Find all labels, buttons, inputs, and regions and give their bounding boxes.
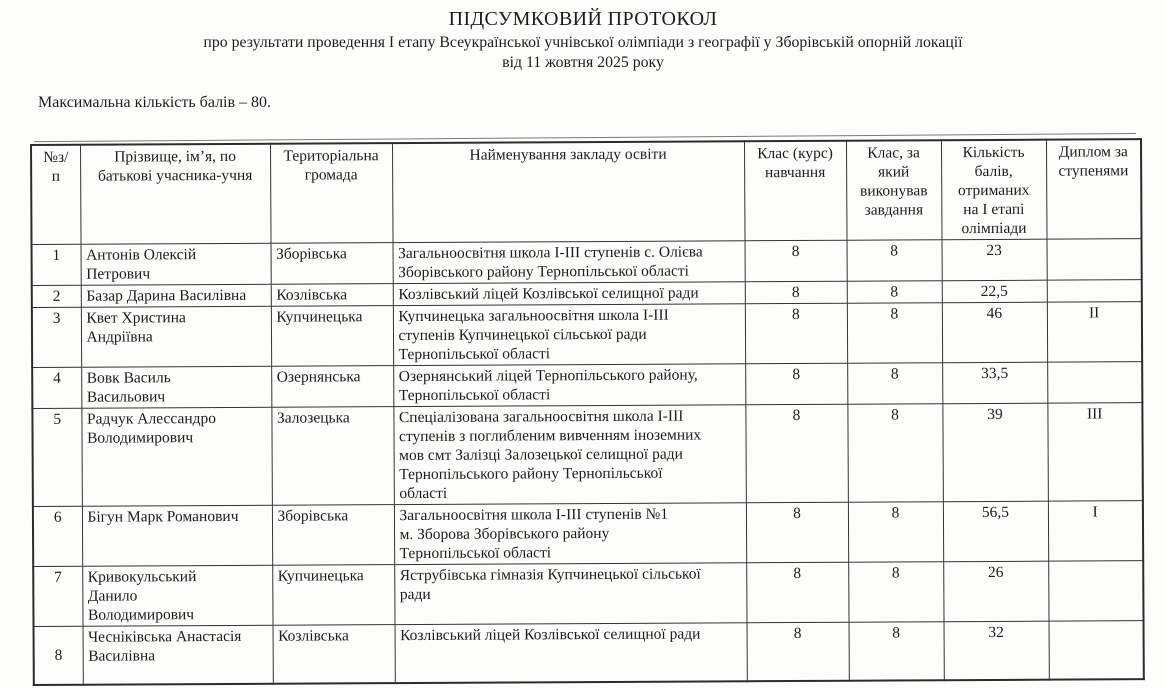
col-header-name: Прізвище, ім’я, по батькові учасника-учня: [80, 144, 271, 244]
max-score-note: Максимальна кількість балів – 80.: [38, 94, 272, 111]
class-for-task: 8: [847, 363, 942, 404]
class-for-task: 8: [847, 404, 943, 502]
school-name: Загальноосвітня школа І-ІІІ ступенів с. Олієва Зборівського району Тернопільської області: [393, 241, 745, 284]
table-row: [34, 621, 1144, 685]
score: 26: [943, 561, 1048, 622]
row-number: 4: [32, 367, 81, 408]
row-number: 7: [33, 566, 82, 626]
score: 46: [942, 302, 1047, 363]
territorial-community: Зборівська: [272, 505, 394, 566]
participant-name: Базар Дарина Василівна: [81, 284, 271, 307]
territorial-community: Козлівська: [271, 284, 393, 307]
grade-class: 8: [745, 404, 848, 503]
school-name: Спеціалізована загальноосвітня школа І-ІІІ ступенів з поглибленим вивченням іноземних мов смт Залізці Залозецької селищної ради Тернопільського району Тернопільської області: [393, 405, 746, 505]
diploma: [1047, 280, 1142, 302]
table-row: [32, 302, 1142, 368]
row-number: 8: [34, 626, 83, 684]
territorial-community: Зборівська: [271, 243, 393, 285]
row-number: 5: [32, 408, 82, 506]
score: 23: [942, 239, 1047, 281]
col-header-community: Територіальна громада: [270, 143, 393, 243]
document-header: [0, 0, 1166, 73]
document-subtitle: про результати проведення І етапу Всеукраїнської учнівської олімпіади з географії у Зборівській опорній локації: [203, 34, 963, 51]
class-for-task: 8: [847, 281, 942, 303]
diploma: [1047, 239, 1142, 280]
table-row: [33, 561, 1143, 627]
row-number: 1: [32, 244, 81, 285]
class-for-task: 8: [847, 303, 942, 363]
score: 33,5: [942, 362, 1047, 404]
score: 22,5: [942, 280, 1047, 303]
col-header-class-for-task: Клас, за який виконував завдання: [846, 140, 942, 240]
school-name: Озернянський ліцей Тернопільського району, Тернопільської області: [393, 364, 745, 407]
class-for-task: 8: [848, 502, 943, 562]
territorial-community: Озернянська: [271, 366, 393, 408]
territorial-community: Купчинецька: [272, 565, 394, 626]
diploma: [1047, 362, 1142, 403]
territorial-community: Купчинецька: [271, 306, 393, 367]
diploma: [1049, 621, 1144, 679]
results-table: [30, 138, 1145, 685]
school-name: Купчинецька загальноосвітня школа І-ІІІ ступенів Купчинецької сільської ради Тернопільської області: [393, 304, 745, 366]
document-title: ПІДСУМКОВИЙ ПРОТОКОЛ: [448, 8, 718, 30]
score: 56,5: [943, 501, 1048, 562]
participant-name: Кривокульський Данило Володимирович: [82, 565, 272, 626]
table-row: [32, 239, 1142, 286]
row-number: 2: [32, 285, 81, 307]
col-header-class: Клас (курс) навчання: [744, 141, 847, 241]
participant-name: Антонів Олексій Петрович: [81, 243, 271, 285]
grade-class: 8: [746, 562, 848, 623]
grade-class: 8: [746, 502, 848, 563]
territorial-community: Козлівська: [273, 625, 395, 684]
table-row: [32, 362, 1142, 409]
row-number: 3: [32, 307, 81, 367]
class-for-task: 8: [847, 240, 942, 281]
col-header-diploma: Диплом за ступенями: [1046, 139, 1142, 239]
school-name: Козлівський ліцей Козлівської селищної ради: [393, 282, 745, 306]
school-name: Козлівський ліцей Козлівської селищної ради: [395, 623, 747, 683]
grade-class: 8: [745, 240, 847, 282]
row-number: 6: [33, 506, 82, 566]
document-date: від 11 жовтня 2025 року: [502, 54, 664, 71]
grade-class: 8: [747, 622, 849, 681]
class-for-task: 8: [848, 562, 943, 622]
participant-name: Чесніківська Анастасія Василівна: [83, 625, 273, 684]
school-name: Яструбівська гімназія Купчинецької сільської ради: [394, 563, 746, 625]
results-table-wrap: [30, 138, 1143, 685]
results-table-body: [32, 239, 1144, 685]
diploma: [1048, 561, 1143, 621]
table-row: [33, 501, 1143, 567]
score: 39: [942, 403, 1048, 502]
participant-name: Вовк Василь Васильович: [81, 366, 271, 408]
grade-class: 8: [745, 363, 847, 405]
diploma: III: [1047, 403, 1143, 501]
class-for-task: 8: [849, 622, 944, 680]
score: 32: [944, 621, 1049, 680]
table-row: [32, 403, 1142, 507]
col-header-school: Найменування закладу освіти: [392, 141, 745, 242]
participant-name: Радчук Алессандро Володимирович: [81, 407, 272, 506]
grade-class: 8: [745, 281, 847, 304]
school-name: Загальноосвітня школа І-ІІІ ступенів №1 м. Зборова Зборівського району Тернопільської області: [394, 503, 746, 565]
participant-name: Квет Христина Андріївна: [81, 306, 271, 367]
participant-name: Бігун Марк Романович: [82, 505, 272, 566]
col-header-score: Кількість балів, отриманих на І етапі олімпіади: [941, 140, 1047, 240]
diploma: I: [1048, 501, 1143, 561]
grade-class: 8: [745, 303, 847, 364]
col-header-number: №з/ п: [31, 145, 81, 245]
diploma: II: [1047, 302, 1142, 362]
table-header-row: [31, 139, 1142, 244]
territorial-community: Залозецька: [271, 407, 394, 506]
